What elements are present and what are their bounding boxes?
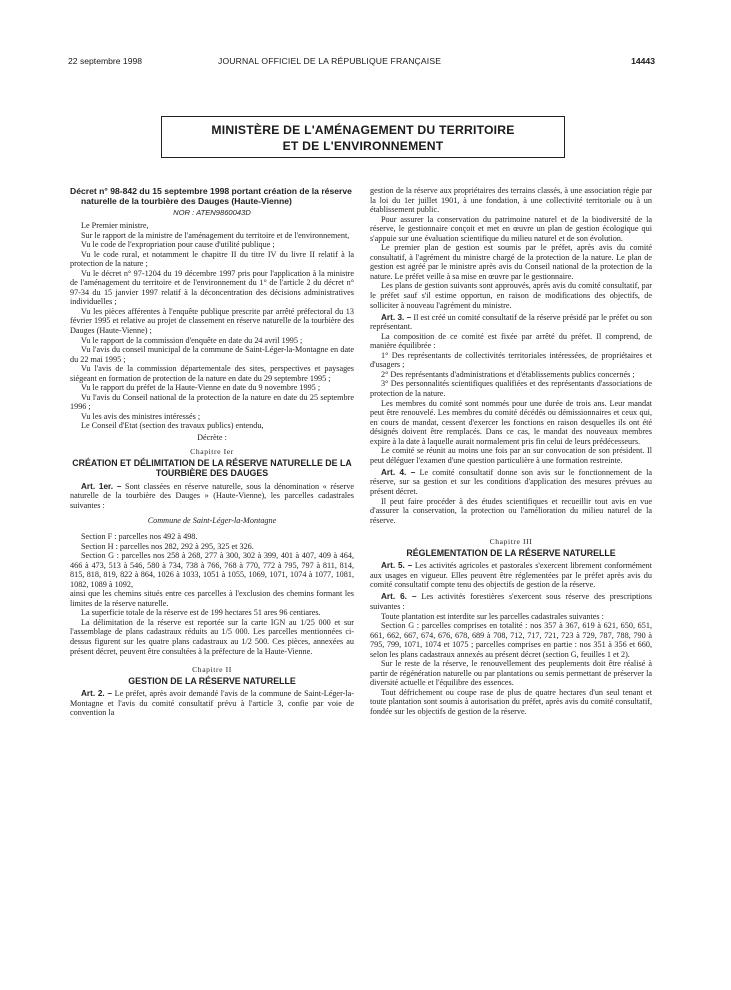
- article5-label: Art. 5. –: [381, 561, 413, 571]
- preamble-paragraph: Vu le code de l'expropriation pour cause d'utilité publique ;: [81, 240, 275, 250]
- preamble-paragraph: Vu l'avis du Conseil national de la protection de la nature en date du 25 septembre 1996 ;: [70, 392, 354, 412]
- preamble-paragraph: Le Conseil d'Etat (section des travaux publics) entendu,: [81, 421, 264, 431]
- article6-text: Les activités forestières s'exercent sous réserve des prescriptions suivantes :: [370, 592, 652, 611]
- ainsi-paragraph: ainsi que les chemins situés entre ces parcelles à l'exclusion des chemins formant les limites de la réserve naturelle.: [70, 589, 354, 608]
- article2: [70, 689, 354, 718]
- article2-paragraph2: Le premier plan de gestion est soumis par le préfet, après avis du comité consultatif, à l'agrément du ministre chargé de la protection de la nature. Le plan de gestion est agréé par le ministre après avis du Conseil national de la protection de la nature. Le préfet veille à sa mise en œuvre par le gestionnaire.: [370, 243, 652, 281]
- section-paragraph: Section F : parcelles nos 492 à 498.: [81, 531, 198, 541]
- decret-title: Décret n° 98-842 du 15 septembre 1998 portant création de la réserve naturelle de la tourbière des Dauges (Haute-Vienne): [70, 186, 352, 207]
- list-item: 2° Des représentants d'administrations et d'établissements publics concernés ;: [381, 369, 635, 379]
- article4-paragraph1: Il peut faire procéder à des études scientifiques et recueillir tout avis en vue d'assurer la conservation, la protection ou l'amélioration du milieu naturel de la réserve.: [370, 496, 652, 525]
- nor-reference: NOR : ATEN9860043D: [173, 208, 251, 218]
- ministry-title-line1: MINISTÈRE DE L'AMÉNAGEMENT DU TERRITOIRE: [211, 123, 515, 137]
- preamble-paragraph: Vu le code rural, et notamment le chapitre II du titre IV du livre II relatif à la protection de la nature ;: [70, 249, 354, 269]
- article6-section-g: Section G : parcelles comprises en totalité : nos 357 à 367, 619 à 621, 650, 651, 661, 662, 667, 674, 676, 678, 689 à 708, 712, 717, 721, 723 à 729, 787, 788, 790 à 795, 799, 1071, 1074 et 1075 ; parcelles comprises en partie : nos 351 à 356 et 660, selon les plans cadastraux annexés au présent décret (section G, feuilles 1 et 2).: [370, 621, 652, 659]
- article6-label: Art. 6. –: [381, 592, 417, 602]
- preamble-paragraph: Vu le rapport de la commission d'enquête en date du 24 avril 1995 ;: [81, 335, 303, 345]
- superficie-paragraph: La superficie totale de la réserve est de 199 hectares 51 ares 96 centiares.: [81, 608, 321, 618]
- article3-paragraph1: La composition de ce comité est fixée par arrêté du préfet. Il comprend, de manière équilibrée :: [370, 331, 652, 351]
- article2-label: Art. 2. –: [81, 689, 113, 699]
- article1-label: Art. 1er. –: [81, 481, 122, 491]
- article3-label: Art. 3. –: [381, 312, 412, 322]
- ministry-title-line2: ET DE L'ENVIRONNEMENT: [282, 139, 444, 153]
- chapter2-label: Chapitre II: [192, 665, 232, 675]
- article2-continuation: gestion de la réserve aux propriétaires des terrains classés, à une association régie par la loi du 1er juillet 1901, à une fondation, à une collectivité territoriale ou à un établissement public.: [370, 186, 652, 215]
- preamble-paragraph: Vu le rapport du préfet de la Haute-Vienne en date du 9 novembre 1995 ;: [81, 383, 321, 393]
- article3-paragraph3: Le comité se réunit au moins une fois par an sur convocation de son président. Il peut déléguer l'examen d'une question particulière à une formation restreinte.: [370, 446, 652, 465]
- preamble-paragraph: Vu le décret n° 97-1204 du 19 décembre 1997 pris pour l'application à la ministre de l'aménagement du territoire et de l'environnement du 1° de l'article 2 du décret n° 97-34 du 15 janvier 1997 relatif à la déconcentration des décisions administratives individuelles ;: [70, 268, 354, 307]
- article4-text: Le comité consultatif donne son avis sur le fonctionnement de la réserve, sur sa gestion et sur les conditions d'application des mesures prévues au présent décret.: [370, 467, 653, 496]
- preamble-paragraph: Vu les pièces afférentes à l'enquête publique prescrite par arrêté préfectoral du 13 février 1995 et relative au projet de classement en réserve naturelle de la tourbière des Dauges (Haute-Vienne) ;: [70, 306, 354, 335]
- section-paragraph: Section G : parcelles nos 258 à 268, 277 à 300, 302 à 399, 401 à 407, 409 à 464, 466 à 473, 513 à 546, 580 à 734, 738 à 766, 768 à 770, 772 à 795, 797 à 811, 814, 815, 818, 819, 822 à 864, 1026 à 1033, 1051 à 1055, 1069, 1071, 1074 à 1077, 1081, 1082, 1089 à 1092,: [70, 551, 354, 589]
- list-item: 1° Des représentants de collectivités territoriales intéressées, de propriétaires et d'usagers ;: [370, 350, 652, 370]
- article6-paragraph3: Tout défrichement ou coupe rase de plus de quatre hectares d'un seul tenant et toute plantation sont soumis à autorisation du préfet, après avis du comité consultatif, fondée sur les objectifs de gestion de la réserve.: [370, 687, 652, 716]
- chapter3-title: RÉGLEMENTATION DE LA RÉSERVE NATURELLE: [406, 547, 616, 558]
- preamble-paragraph: Le Premier ministre,: [81, 220, 149, 230]
- cadastral-sections: [70, 532, 354, 589]
- chapter2-title: GESTION DE LA RÉSERVE NATURELLE: [128, 675, 296, 686]
- ministry-box: [161, 116, 565, 158]
- preamble-paragraph: Sur le rapport de la ministre de l'aménagement du territoire et de l'environnement,: [81, 230, 350, 240]
- chapter1-title: CRÉATION ET DÉLIMITATION DE LA RÉSERVE NATURELLE DE LA TOURBIÈRE DES DAUGES: [72, 457, 352, 479]
- article6-paragraph2: Sur le reste de la réserve, le renouvellement des peuplements doit être réalisé à partir de régénération naturelle ou par plantations ou semis permettant de préserver la diversité actuelle et l'équilibre des essences.: [370, 659, 652, 688]
- chapter3-label: Chapitre III: [489, 537, 533, 547]
- article2-text: Le préfet, après avoir demandé l'avis de la commune de Saint-Léger-la-Montagne et l'avis du comité consultatif prévu à l'article 3, confie par voie de convention la: [70, 689, 354, 718]
- header-journal-title: JOURNAL OFFICIEL DE LA RÉPUBLIQUE FRANÇAISE: [218, 56, 442, 66]
- article6-paragraph1: Toute plantation est interdite sur les parcelles cadastrales suivantes :: [381, 611, 604, 621]
- running-header: [68, 56, 655, 68]
- article3-list: [370, 351, 652, 399]
- preamble-paragraph: Vu les avis des ministres intéressés ;: [81, 411, 201, 421]
- list-item: 3° Des personnalités scientifiques qualifiées et des représentants d'associations de protection de la nature.: [370, 379, 652, 398]
- left-column: [70, 186, 354, 718]
- preamble: [70, 221, 354, 431]
- article4: [370, 468, 652, 497]
- article5: [370, 561, 652, 590]
- article2-paragraph3: Les plans de gestion suivants sont approuvés, après avis du comité consultatif, par le préfet sauf s'il estime opportun, en raison de modifications des objectifs, de solliciter à nouveau l'agrément du ministre.: [370, 281, 652, 310]
- article1-text: Sont classées en réserve naturelle, sous la dénomination « réserve naturelle de la tourbière des Dauges » (Haute-Vienne), les parcelles cadastrales suivantes :: [70, 481, 355, 510]
- article6: [370, 592, 652, 611]
- commune-heading: Commune de Saint-Léger-la-Montagne: [147, 516, 277, 526]
- delimitation-paragraph: La délimitation de la réserve est reportée sur la carte IGN au 1/25 000 et sur l'assemblage de plans cadastraux réduits au 1/5 000. Les parcelles mentionnées ci-dessus figurent sur les quatre plans cadastraux au 1/2 500. Ces pièces, annexées au présent décret, peuvent être consultées à la préfecture de la Haute-Vienne.: [70, 617, 354, 656]
- article5-text: Les activités agricoles et pastorales s'exercent librement conformément aux usages en vigueur. Elles peuvent être réglementées par le préfet après avis du comité consultatif compte tenu des objectifs de gestion de la réserve.: [370, 561, 652, 590]
- preamble-paragraph: Vu l'avis de la commission départementale des sites, perspectives et paysages siégeant en formation de protection de la nature en date du 29 septembre 1995 ;: [70, 364, 354, 383]
- chapter1-label: Chapitre Ier: [190, 447, 234, 457]
- right-column: [370, 186, 652, 717]
- article3-text: Il est créé un comité consultatif de la réserve présidé par le préfet ou son représentant.: [370, 312, 652, 332]
- preamble-paragraph: Vu l'avis du conseil municipal de la commune de Saint-Léger-la-Montagne en date du 22 mai 1995 ;: [70, 345, 354, 364]
- section-paragraph: Section H : parcelles nos 282, 292 à 295, 325 et 326.: [81, 541, 254, 551]
- article3-paragraph2: Les membres du comité sont nommés pour une durée de trois ans. Leur mandat peut être renouvelé. Les membres du comité décédés ou démissionnaires et ceux qui, en cours de mandat, cessent d'exercer les fonctions en raison desquelles ils ont été désignés doivent être remplacés. Dans ce cas, le mandat des nouveaux membres expire à la date à laquelle aurait normalement pris fin celui de leurs prédécesseurs.: [370, 398, 652, 446]
- header-page-number: 14443: [631, 56, 655, 66]
- decrete-label: Décrète :: [197, 433, 227, 443]
- article1: [70, 482, 354, 511]
- article4-label: Art. 4. –: [381, 467, 416, 477]
- article3: [370, 313, 652, 332]
- article2-paragraph1: Pour assurer la conservation du patrimoine naturel et de la biodiversité de la réserve, le gestionnaire conçoit et met en œuvre un plan de gestion écologique qui s'appuie sur une évaluation scientifique du milieu naturel et de son évolution.: [370, 214, 652, 243]
- header-date: 22 septembre 1998: [68, 56, 143, 66]
